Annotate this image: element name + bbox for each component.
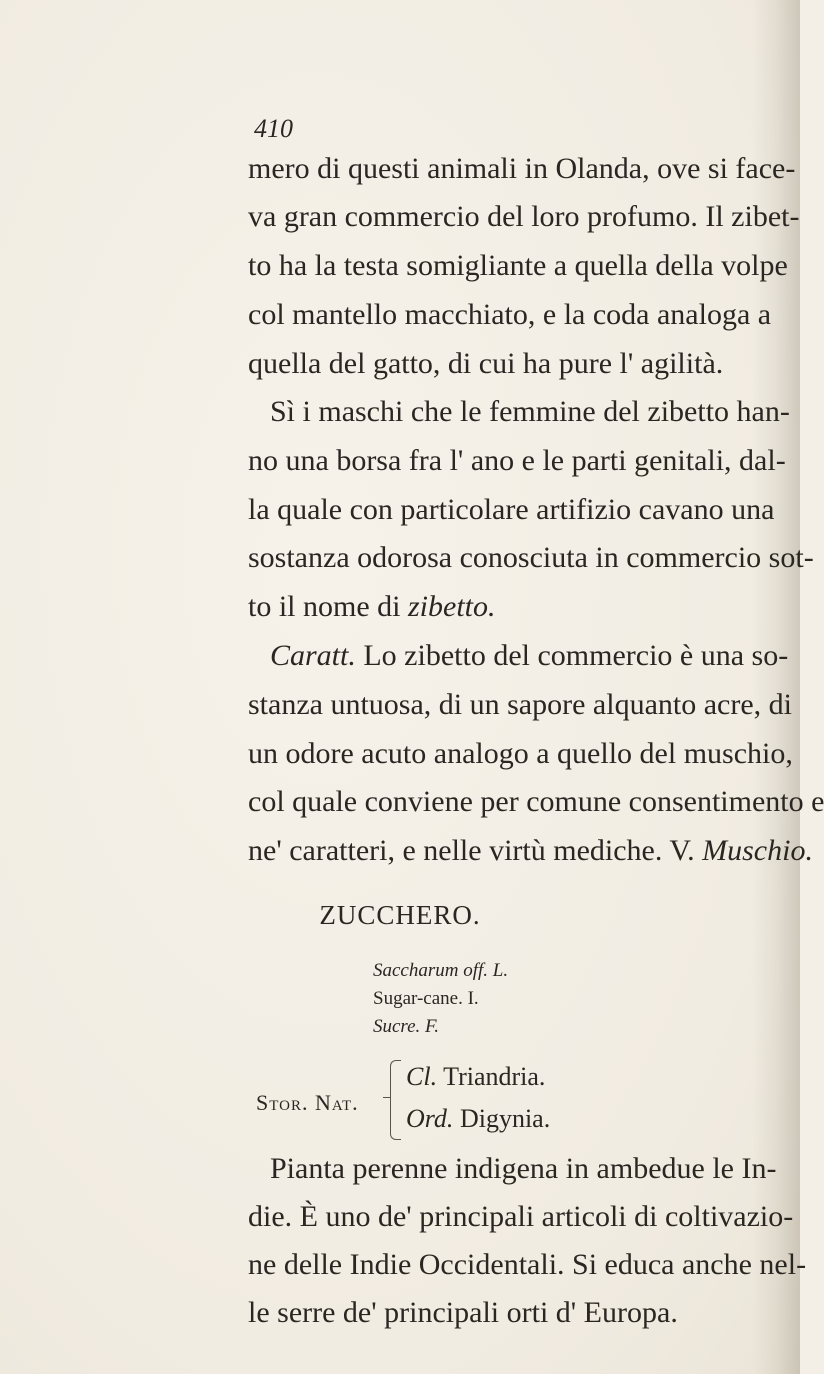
- body-line-7: no una borsa fra l' ano e le parti genitali, dal-: [248, 444, 786, 477]
- final-line-2: die. È uno de' principali articoli di coltivazio-: [248, 1200, 794, 1233]
- brace-icon: [390, 1060, 401, 1140]
- final-line-3: ne delle Indie Occidentali. Si educa anche nel-: [248, 1248, 807, 1281]
- entry-heading: ZUCCHERO.: [319, 900, 481, 930]
- order-value: Digynia.: [459, 1104, 551, 1133]
- body-line-6: Sì i maschi che le femmine del zibetto han-: [270, 395, 790, 428]
- muschio-term: Muschio.: [702, 834, 813, 867]
- body-line-9: sostanza odorosa conosciuta in commercio sot-: [248, 541, 814, 574]
- body-line-12: stanza untuosa, di un sapore alquanto acre, di: [248, 688, 792, 721]
- body-line-10-text: to il nome di: [248, 590, 408, 623]
- body-line-10: [248, 592, 496, 622]
- body-line-4: col mantello macchiato, e la coda analoga a: [248, 298, 772, 331]
- final-line-4: le serre de' principali orti d' Europa.: [248, 1296, 678, 1329]
- body-line-5: quella del gatto, di cui ha pure l' agilità.: [248, 347, 724, 380]
- class-value: Triandria.: [443, 1062, 546, 1091]
- page-number: 410: [254, 114, 293, 143]
- body-line-14: col quale conviene per comune consentimento e: [248, 785, 824, 818]
- final-line-1: Pianta perenne indigena in ambedue le In-: [270, 1152, 777, 1185]
- class-label: Cl.: [406, 1062, 438, 1091]
- zibetto-term: zibetto.: [408, 590, 496, 623]
- synonym-french: Sucre. F.: [373, 1016, 439, 1037]
- stor-nat-label: Stor. Nat.: [256, 1090, 359, 1115]
- synonym-latin: Saccharum off. L.: [373, 960, 509, 981]
- caratt-text: Lo zibetto del commercio è una so-: [355, 639, 789, 672]
- body-line-2: va gran commercio del loro profumo. Il zibet-: [248, 200, 800, 233]
- class-line: [406, 1062, 545, 1092]
- body-line-13: un odore acuto analogo a quello del muschio,: [248, 737, 793, 770]
- body-line-15: [248, 836, 813, 866]
- caratt-line: [270, 641, 788, 671]
- body-line-1: mero di questi animali in Olanda, ove si face-: [248, 152, 796, 185]
- synonym-english: Sugar-cane. I.: [373, 988, 479, 1009]
- body-line-15-text: ne' caratteri, e nelle virtù mediche. V.: [248, 834, 703, 867]
- body-line-8: la quale con particolare artifizio cavano una: [248, 493, 775, 526]
- order-label: Ord.: [406, 1104, 454, 1133]
- caratt-label: Caratt.: [270, 639, 356, 672]
- order-line: [406, 1104, 550, 1134]
- body-line-3: to ha la testa somigliante a quella della volpe: [248, 249, 788, 282]
